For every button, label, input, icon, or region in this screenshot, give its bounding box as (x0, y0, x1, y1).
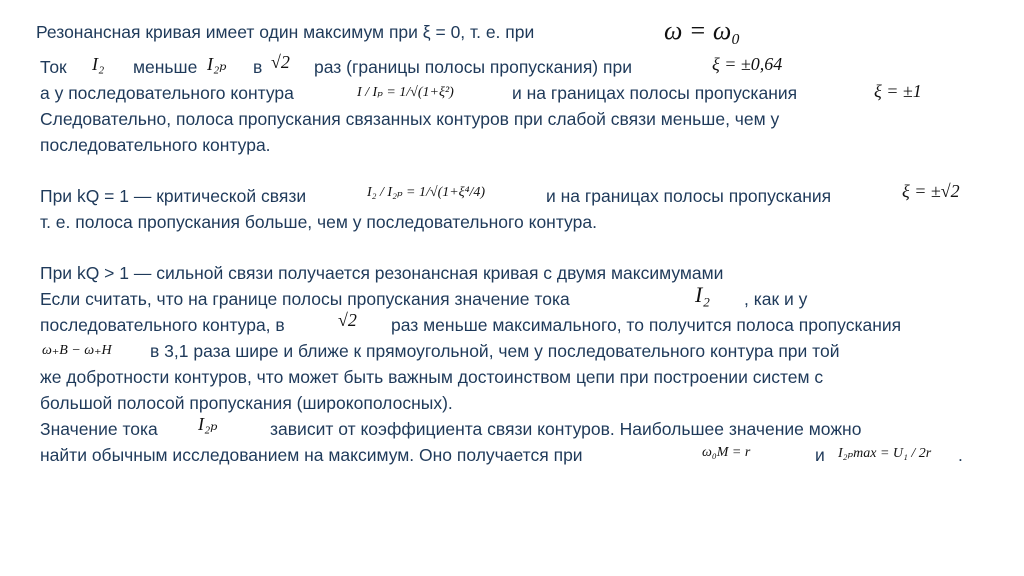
formula-sqrt2: √2 (271, 52, 290, 72)
text-line: и (815, 445, 825, 465)
formula-series-ratio: I / Iₚ = 1/√(1+ξ²) (357, 85, 454, 100)
formula-i2pmax: I₂ₚmax = U₁ / 2r (838, 446, 932, 461)
text-line: найти обычным исследованием на максимум. Оно получается при (40, 445, 583, 465)
formula-bandwidth: ω₊В − ω₊Н (42, 343, 112, 358)
text-line: и на границах полосы пропускания (512, 83, 798, 103)
text-line: зависит от коэффициента связи контуров. Наибольшее значение можно (270, 419, 862, 439)
text-line: а у последовательного контура (40, 83, 294, 103)
text-line: При kQ = 1 — критической связи (40, 186, 307, 206)
text-line: в (253, 57, 263, 77)
formula-xi-sqrt2: ξ = ±√2 (902, 181, 960, 201)
formula-i2-bold: I₂ (695, 282, 710, 307)
formula-i2: I₂ (92, 54, 105, 74)
formula-omega-equals-omega0: ω = ω₀ (664, 16, 741, 45)
text-line: . (958, 445, 963, 465)
formula-sqrt2-second: √2 (338, 310, 357, 330)
text-line: раз (границы полосы пропускания) при (314, 57, 632, 77)
text-line: меньше (133, 57, 198, 77)
text-line: и на границах полосы пропускания (546, 186, 832, 206)
text-line: Если считать, что на границе полосы пропускания значение тока (40, 289, 570, 309)
text-line: , как и у (744, 289, 808, 309)
formula-i2p: I₂ₚ (207, 54, 227, 74)
formula-xi-064: ξ = ±0,64 (712, 54, 783, 74)
text-line: т. е. полоса пропускания больше, чем у последовательного контура. (40, 212, 597, 232)
text-line: Следовательно, полоса пропускания связанных контуров при слабой связи меньше, чем у (40, 109, 780, 129)
text-line: Резонансная кривая имеет один максимум при ξ = 0, т. е. при (36, 22, 535, 42)
formula-i2p-second: I₂ₚ (198, 414, 218, 434)
formula-xi-pm1: ξ = ±1 (874, 81, 922, 101)
formula-critical-ratio: I₂ / I₂ₚ = 1/√(1+ξ⁴/4) (367, 185, 486, 200)
text-line: Ток (40, 57, 67, 77)
text-line: же добротности контуров, что может быть важным достоинством цепи при построении систем с (40, 367, 824, 387)
text-line: раз меньше максимального, то получится полоса пропускания (391, 315, 902, 335)
formula-omega-m: ω₀M = r (702, 445, 751, 460)
text-line: последовательного контура, в (40, 315, 285, 335)
text-line: последовательного контура. (40, 135, 271, 155)
text-line: в 3,1 раза шире и ближе к прямоугольной, чем у последовательного контура при той (150, 341, 840, 361)
text-line: Значение тока (40, 419, 158, 439)
text-line: большой полосой пропускания (широкополосных). (40, 393, 453, 413)
text-line: При kQ > 1 — сильной связи получается резонансная кривая с двумя максимумами (40, 263, 724, 283)
